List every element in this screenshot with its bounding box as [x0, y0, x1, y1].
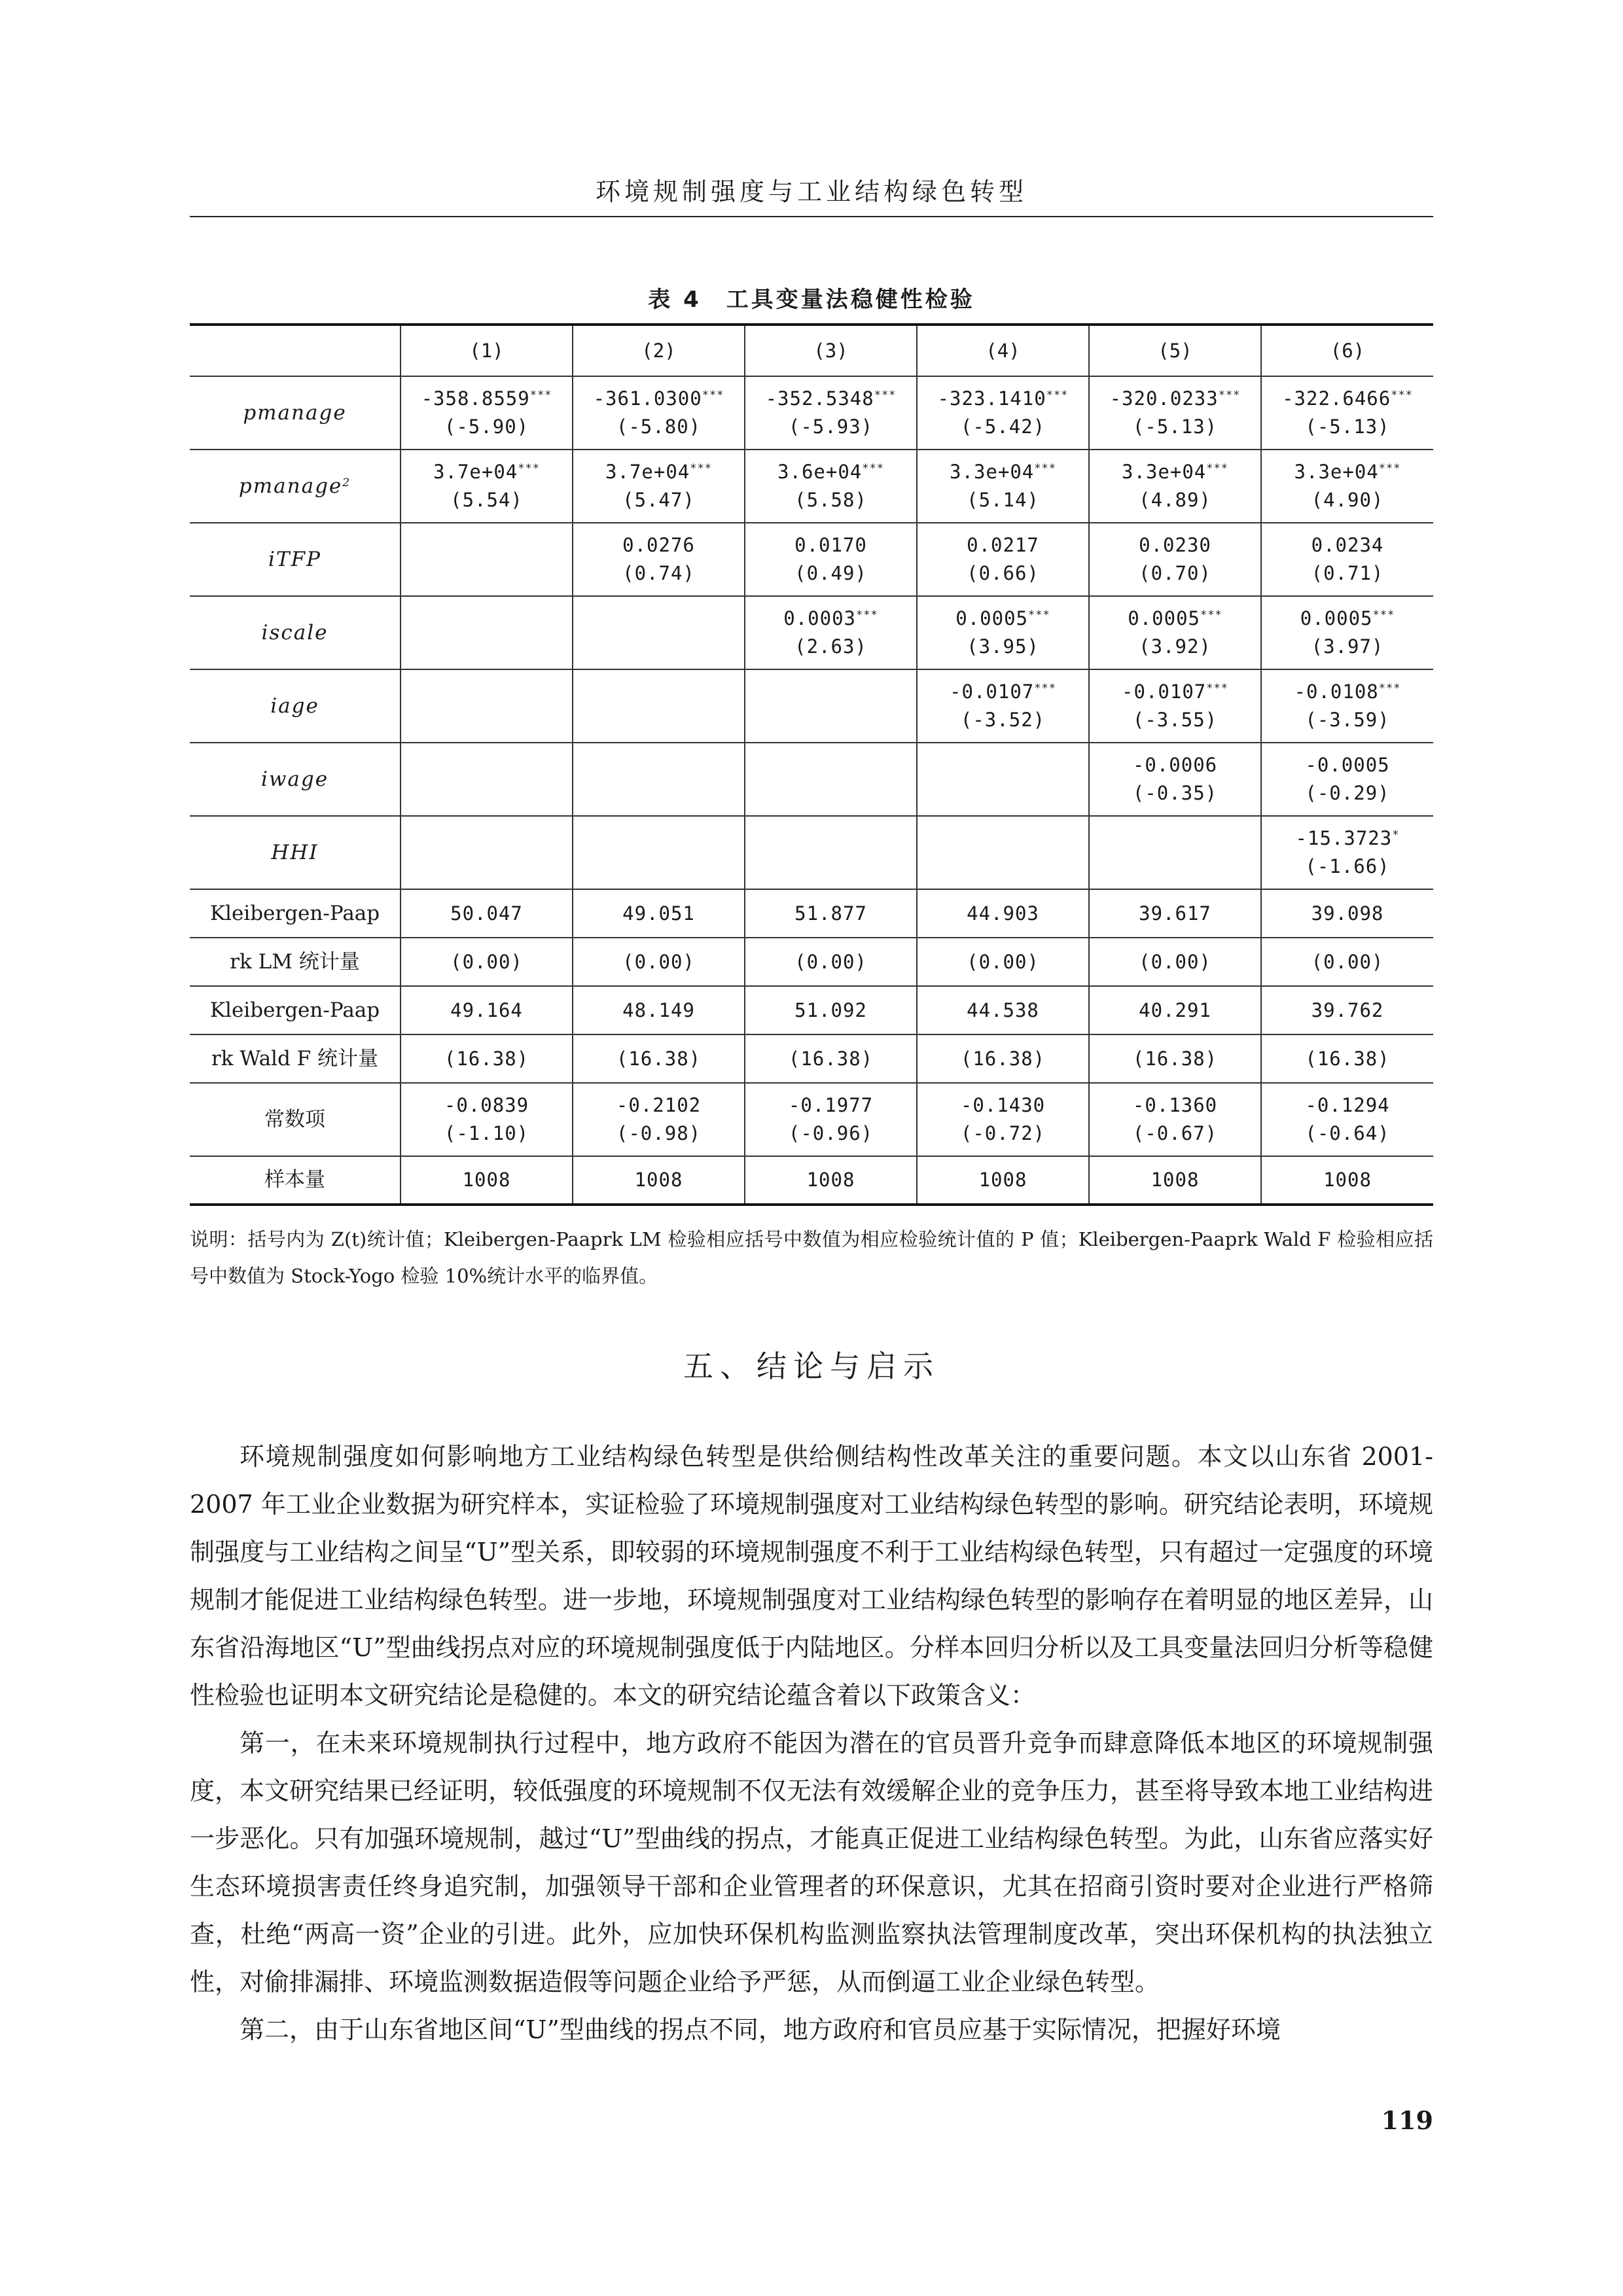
column-header: (1) [401, 325, 573, 376]
table-cell [1089, 376, 1261, 450]
table-cell [401, 523, 573, 596]
cell-line: 0.0170 [794, 534, 867, 556]
column-header: (5) [1089, 325, 1261, 376]
cell-line: 0.0230 [1139, 534, 1211, 556]
cell-line: (0.70) [1139, 562, 1211, 584]
row-label: pmanage$^2$ [190, 450, 401, 523]
table-note: 说明：括号内为 Z(t)统计值；Kleibergen-Paaprk LM 检验相应括号中数值为相应检验统计值的 P 值；Kleibergen-Paaprk Wald F 检验相应括号中数值为 Stock-Yogo 检验 10%统计水平的临界值。 [190, 1228, 1433, 1287]
table-body [190, 376, 1433, 1205]
table-row [190, 376, 1433, 450]
table-cell [401, 596, 573, 669]
table-cell [1089, 1083, 1261, 1156]
table-cell [917, 1156, 1089, 1205]
table-cell [745, 376, 917, 450]
table-cell [1261, 743, 1433, 816]
column-header: (4) [917, 325, 1089, 376]
table-cell [1089, 743, 1261, 816]
table-cell [745, 816, 917, 889]
table-cell [1261, 1156, 1433, 1205]
table-cell [573, 1034, 745, 1083]
cell-line: (-5.13) [1305, 415, 1390, 438]
cell-line: -15.3723* [1295, 827, 1400, 849]
cell-line: (4.89) [1139, 489, 1211, 511]
cell-line: 0.0217 [967, 534, 1039, 556]
cell-line: -0.0107*** [950, 680, 1056, 703]
table-row [190, 596, 1433, 669]
table-cell [1261, 938, 1433, 986]
cell-line: (-0.35) [1132, 782, 1218, 804]
cell-line: 0.0003*** [783, 607, 878, 629]
cell-line: 1008 [806, 1169, 855, 1191]
table-cell [917, 669, 1089, 743]
cell-line: (-5.42) [960, 415, 1046, 438]
table-cell [917, 596, 1089, 669]
row-label: HHI [190, 816, 401, 889]
cell-line: 39.617 [1139, 902, 1211, 925]
row-label: iwage [190, 743, 401, 816]
cell-line: (0.00) [622, 950, 695, 973]
cell-line: 48.149 [622, 998, 695, 1021]
cell-line: -361.0300*** [593, 387, 724, 410]
cell-line: (5.14) [967, 489, 1039, 511]
table-cell [745, 1083, 917, 1156]
table-cell [1261, 523, 1433, 596]
table-cell [573, 938, 745, 986]
table-cell [745, 986, 917, 1034]
cell-line: -0.0006 [1132, 754, 1218, 776]
cell-line: 39.098 [1311, 902, 1384, 925]
cell-line: 1008 [978, 1169, 1027, 1191]
table-cell [1089, 1034, 1261, 1083]
table-cell [1261, 1083, 1433, 1156]
table-cell [917, 376, 1089, 450]
cell-line: (0.00) [967, 950, 1039, 973]
cell-line: 44.538 [967, 998, 1039, 1021]
cell-line: -0.0839 [444, 1094, 529, 1116]
cell-line: 3.3e+04*** [1122, 461, 1228, 483]
column-header: (2) [573, 325, 745, 376]
table-header-row [190, 325, 1433, 376]
cell-line: (16.38) [616, 1047, 702, 1070]
page-number: 119 [1381, 2106, 1433, 2135]
cell-line: -0.1977 [788, 1094, 874, 1116]
cell-line: (0.00) [1139, 950, 1211, 973]
table-cell [573, 1083, 745, 1156]
cell-line: (-3.59) [1305, 709, 1390, 731]
cell-line: (5.58) [794, 489, 867, 511]
cell-line: (-3.55) [1132, 709, 1218, 731]
row-label: iTFP [190, 523, 401, 596]
table-row [190, 669, 1433, 743]
table-cell [745, 889, 917, 938]
cell-line: (0.49) [794, 562, 867, 584]
cell-line: 49.051 [622, 902, 695, 925]
cell-line: (-5.93) [788, 415, 874, 438]
body-paragraph: 第一，在未来环境规制执行过程中，地方政府不能因为潜在的官员晋升竞争而肆意降低本地区的环境规制强度，本文研究结果已经证明，较低强度的环境规制不仅无法有效缓解企业的竞争压力，甚至将导致本地工业结构进一步恶化。只有加强环境规制，越过“U”型曲线的拐点，才能真正促进工业结构绿色转型。为此，山东省应落实好生态环境损害责任终身追究制，加强领导干部和企业管理者的环保意识，尤其在招商引资时要对企业进行严格筛查，杜绝“两高一资”企业的引进。此外，应加快环保机构监测监察执法管理制度改革，突出环保机构的执法独立性，对偷排漏排、环境监测数据造假等问题企业给予严惩，从而倒逼工业企业绿色转型。 [190, 1729, 1434, 1996]
table-cell [917, 450, 1089, 523]
table-cell [401, 1083, 573, 1156]
body-paragraph: 第二，由于山东省地区间“U”型曲线的拐点不同，地方政府和官员应基于实际情况，把握好环境 [240, 2015, 1281, 2044]
cell-line: (3.95) [967, 635, 1039, 658]
cell-line: -352.5348*** [765, 387, 897, 410]
cell-line: 3.3e+04*** [1294, 461, 1401, 483]
cell-line: (16.38) [960, 1047, 1046, 1070]
cell-line: -320.0233*** [1109, 387, 1241, 410]
table-cell [1089, 450, 1261, 523]
table-cell [401, 743, 573, 816]
cell-line: (0.66) [967, 562, 1039, 584]
cell-line: -323.1410*** [937, 387, 1069, 410]
table-cell [1089, 938, 1261, 986]
table-cell [401, 450, 573, 523]
table-cell [401, 1156, 573, 1205]
table-cell [573, 816, 745, 889]
row-label: 样本量 [190, 1156, 401, 1205]
table-cell [745, 743, 917, 816]
cell-line: -0.0107*** [1122, 680, 1228, 703]
table-row [190, 889, 1433, 938]
table-cell [917, 1083, 1089, 1156]
column-header [190, 325, 401, 376]
row-label: Kleibergen-Paap [190, 986, 401, 1034]
table-cell [401, 938, 573, 986]
cell-line: -0.0108*** [1294, 680, 1401, 703]
header-rule [190, 216, 1433, 217]
cell-line: (-5.13) [1132, 415, 1218, 438]
table-cell [401, 986, 573, 1034]
table-cell [1089, 816, 1261, 889]
table-cell [1261, 816, 1433, 889]
table-cell [1089, 1156, 1261, 1205]
cell-line: -0.2102 [616, 1094, 702, 1116]
cell-line: (0.00) [450, 950, 523, 973]
cell-line: (-0.72) [960, 1122, 1046, 1144]
cell-line: (0.74) [622, 562, 695, 584]
cell-line: -0.1294 [1305, 1094, 1390, 1116]
cell-line: (16.38) [788, 1047, 874, 1070]
table-row [190, 1083, 1433, 1156]
table-row [190, 1034, 1433, 1083]
cell-line: (0.00) [1311, 950, 1384, 973]
cell-line: (0.00) [794, 950, 867, 973]
cell-line: (16.38) [444, 1047, 529, 1070]
cell-line: 1008 [1323, 1169, 1372, 1191]
body-paragraph: 环境规制强度如何影响地方工业结构绿色转型是供给侧结构性改革关注的重要问题。本文以山东省 2001-2007 年工业企业数据为研究样本，实证检验了环境规制强度对工业结构绿色转型的影响。研究结论表明，环境规制强度与工业结构之间呈“U”型关系，即较弱的环境规制强度不利于工业结构绿色转型，只有超过一定强度的环境规制才能促进工业结构绿色转型。进一步地，环境规制强度对工业结构绿色转型的影响存在着明显的地区差异，山东省沿海地区“U”型曲线拐点对应的环境规制强度低于内陆地区。分样本回归分析以及工具变量法回归分析等稳健性检验也证明本文研究结论是稳健的。本文的研究结论蕴含着以下政策含义： [190, 1442, 1434, 1710]
table-row [190, 816, 1433, 889]
table-cell [917, 889, 1089, 938]
cell-line: 0.0005*** [955, 607, 1050, 629]
table-cell [1261, 986, 1433, 1034]
cell-line: -0.0005 [1305, 754, 1390, 776]
cell-line: (-5.90) [444, 415, 529, 438]
cell-line: 0.0005*** [1128, 607, 1222, 629]
table-cell [745, 1034, 917, 1083]
cell-line: -0.1360 [1132, 1094, 1218, 1116]
table-cell [917, 986, 1089, 1034]
table-cell [573, 743, 745, 816]
table-cell [573, 523, 745, 596]
table-cell [1089, 669, 1261, 743]
section-heading: 五、结论与启示 [683, 1349, 940, 1384]
cell-line: 0.0276 [622, 534, 695, 556]
table-cell [917, 1034, 1089, 1083]
table-row [190, 743, 1433, 816]
cell-line: 1008 [1150, 1169, 1200, 1191]
table-cell [1261, 669, 1433, 743]
row-label: pmanage [190, 376, 401, 450]
table-caption: 表 4 工具变量法稳健性检验 [648, 287, 975, 313]
table-cell [1089, 889, 1261, 938]
cell-line: 0.0234 [1311, 534, 1384, 556]
running-head: 环境规制强度与工业结构绿色转型 [595, 177, 1027, 206]
cell-line: 50.047 [450, 902, 523, 925]
table-cell [745, 450, 917, 523]
column-header: (3) [745, 325, 917, 376]
row-label: rk LM 统计量 [190, 938, 401, 986]
table-cell [917, 938, 1089, 986]
table-cell [917, 743, 1089, 816]
row-label: Kleibergen-Paap [190, 889, 401, 938]
cell-line: (-0.67) [1132, 1122, 1218, 1144]
cell-line: 1008 [462, 1169, 511, 1191]
cell-line: 51.092 [794, 998, 867, 1021]
table-cell [401, 1034, 573, 1083]
table-cell [745, 669, 917, 743]
table-cell [573, 376, 745, 450]
table-cell [1261, 596, 1433, 669]
cell-line: 51.877 [794, 902, 867, 925]
cell-line: (3.97) [1311, 635, 1384, 658]
cell-line: -358.8559*** [421, 387, 552, 410]
table-cell [917, 816, 1089, 889]
cell-line: (-1.66) [1305, 855, 1390, 877]
table-cell [1089, 596, 1261, 669]
cell-line: (0.71) [1311, 562, 1384, 584]
table-cell [401, 669, 573, 743]
cell-line: 1008 [634, 1169, 683, 1191]
table-cell [401, 816, 573, 889]
table-cell [1089, 523, 1261, 596]
row-label: rk Wald F 统计量 [190, 1034, 401, 1083]
row-label: iscale [190, 596, 401, 669]
cell-line: 0.0005*** [1300, 607, 1395, 629]
cell-line: (4.90) [1311, 489, 1384, 511]
table-cell [401, 889, 573, 938]
cell-line: 40.291 [1139, 998, 1211, 1021]
table-row [190, 450, 1433, 523]
body-text [190, 1433, 1433, 2054]
table-cell [573, 450, 745, 523]
table-cell [1261, 376, 1433, 450]
table-cell [1089, 986, 1261, 1034]
cell-line: 3.6e+04*** [777, 461, 884, 483]
cell-line: (5.47) [622, 489, 695, 511]
cell-line: -0.1430 [960, 1094, 1046, 1116]
cell-line: (16.38) [1132, 1047, 1218, 1070]
cell-line: 49.164 [450, 998, 523, 1021]
table-cell [745, 596, 917, 669]
table-row [190, 986, 1433, 1034]
table-cell [401, 376, 573, 450]
cell-line: 3.7e+04*** [433, 461, 540, 483]
cell-line: (5.54) [450, 489, 523, 511]
cell-line: (-0.96) [788, 1122, 874, 1144]
table-cell [1261, 889, 1433, 938]
table-row [190, 1156, 1433, 1205]
cell-line: 39.762 [1311, 998, 1384, 1021]
cell-line: (2.63) [794, 635, 867, 658]
table-row [190, 938, 1433, 986]
cell-line: 3.7e+04*** [605, 461, 712, 483]
table-cell [745, 938, 917, 986]
cell-line: (-5.80) [616, 415, 702, 438]
table-row [190, 523, 1433, 596]
cell-line: (3.92) [1139, 635, 1211, 658]
table-cell [917, 523, 1089, 596]
table-cell [745, 523, 917, 596]
row-label: iage [190, 669, 401, 743]
table-cell [573, 1156, 745, 1205]
table-cell [573, 889, 745, 938]
cell-line: (-1.10) [444, 1122, 529, 1144]
cell-line: (-0.98) [616, 1122, 702, 1144]
cell-line: 3.3e+04*** [950, 461, 1056, 483]
table-cell [1261, 450, 1433, 523]
cell-line: (-0.29) [1305, 782, 1390, 804]
cell-line: (16.38) [1305, 1047, 1390, 1070]
table-cell [573, 986, 745, 1034]
table-cell [1261, 1034, 1433, 1083]
column-header: (6) [1261, 325, 1433, 376]
cell-line: (-0.64) [1305, 1122, 1390, 1144]
row-label: 常数项 [190, 1083, 401, 1156]
table-cell [745, 1156, 917, 1205]
table-cell [573, 669, 745, 743]
cell-line: (-3.52) [960, 709, 1046, 731]
regression-table [190, 323, 1433, 1206]
cell-line: -322.6466*** [1282, 387, 1413, 410]
cell-line: 44.903 [967, 902, 1039, 925]
table-cell [573, 596, 745, 669]
